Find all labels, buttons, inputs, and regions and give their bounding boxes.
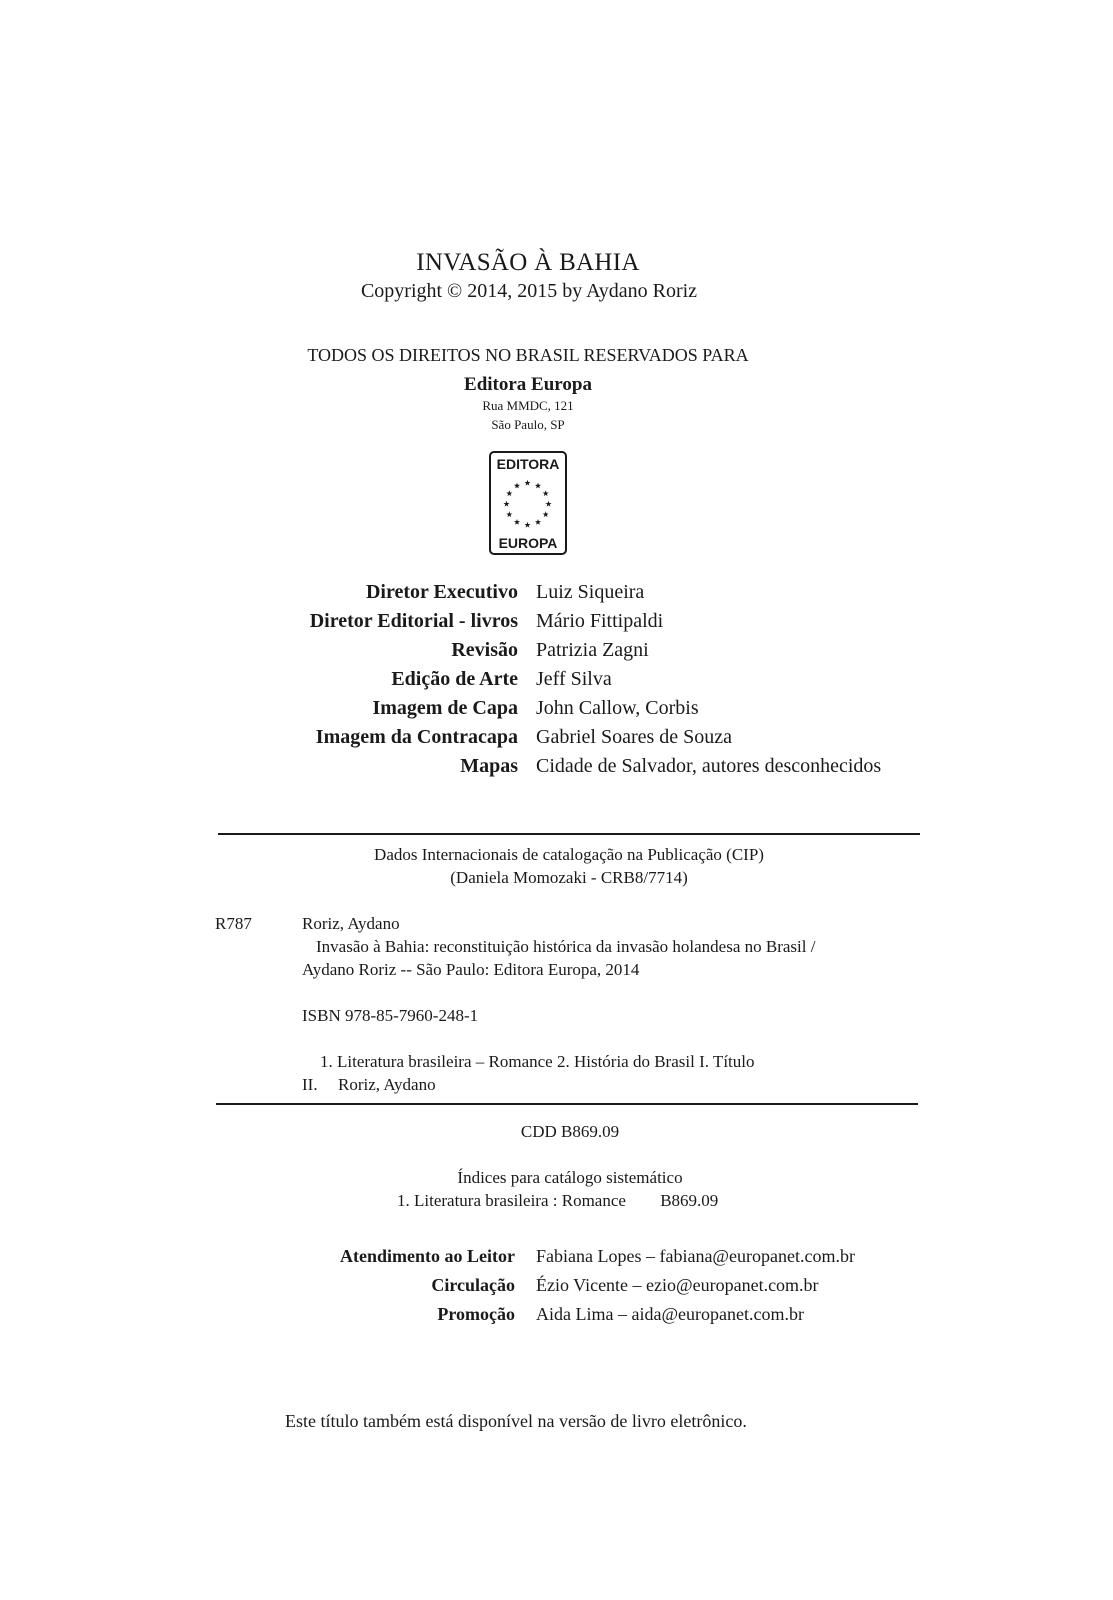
contact-label: Circulação <box>431 1275 515 1295</box>
copyright-line: Copyright © 2014, 2015 by Aydano Roriz <box>360 280 698 302</box>
credit-value: Jeff Silva <box>536 668 612 690</box>
credit-value: Cidade de Salvador, autores desconhecidos <box>536 755 882 777</box>
star-icon <box>524 480 530 486</box>
cdd-code: CDD B869.09 <box>520 1122 620 1141</box>
star-icon <box>545 501 551 507</box>
star-icon <box>524 522 530 528</box>
credit-label: Diretor Executivo <box>365 581 518 603</box>
publisher-name: Editora Europa <box>464 374 592 395</box>
cip-heading: Dados Internacionais de catalogação na Publicação (CIP) <box>374 845 764 864</box>
index-title: Índices para catálogo sistemático <box>457 1168 683 1187</box>
credits-list <box>0 581 1113 784</box>
index-item-label: 1. Literatura brasileira : Romance <box>397 1191 626 1210</box>
credit-value: Luiz Siqueira <box>536 581 645 603</box>
cip-isbn: ISBN 978-85-7960-248-1 <box>302 1006 479 1025</box>
credit-label: Diretor Editorial - livros <box>309 610 518 632</box>
credit-label: Mapas <box>460 755 518 777</box>
publisher-logo <box>489 451 567 555</box>
contact-value: Fabiana Lopes – fabiana@europanet.com.br <box>536 1246 855 1266</box>
credit-value: John Callow, Corbis <box>536 697 699 719</box>
cip-subjects-line2-number: II. <box>302 1075 318 1094</box>
star-icon <box>535 519 541 525</box>
cip-description-line2: Aydano Roriz -- São Paulo: Editora Europa, 2014 <box>302 960 640 979</box>
star-icon <box>543 490 549 496</box>
credit-row <box>0 581 1113 610</box>
credit-label: Imagem da Contracapa <box>315 726 518 748</box>
credit-row <box>0 755 1113 784</box>
star-icon <box>514 519 520 525</box>
star-icon <box>506 511 512 517</box>
contact-value: Aida Lima – aida@europanet.com.br <box>536 1304 804 1324</box>
star-icon <box>503 501 509 507</box>
publisher-address-city: São Paulo, SP <box>491 417 565 432</box>
cip-subjects-line2-text: Roriz, Aydano <box>338 1075 436 1094</box>
rights-notice: TODOS OS DIREITOS NO BRASIL RESERVADOS PARA <box>307 345 749 365</box>
contact-row <box>0 1246 1113 1275</box>
cip-top-rule <box>218 833 920 835</box>
star-icon <box>535 483 541 489</box>
logo-bottom-text: EUROPA <box>498 535 558 551</box>
index-item <box>397 1191 718 1211</box>
circle-of-stars-icon <box>501 474 554 534</box>
credit-value: Patrizia Zagni <box>536 639 649 661</box>
cip-librarian: (Daniela Momozaki - CRB8/7714) <box>450 868 688 887</box>
star-icon <box>514 483 520 489</box>
logo-top-text: EDITORA <box>496 456 560 472</box>
credit-label: Edição de Arte <box>391 668 518 690</box>
credit-value: Mário Fittipaldi <box>536 610 664 632</box>
contact-label: Promoção <box>437 1304 515 1324</box>
cip-call-number: R787 <box>215 914 252 933</box>
contact-label: Atendimento ao Leitor <box>340 1246 515 1266</box>
cip-description-line1: Invasão à Bahia: reconstituição histórica da invasão holandesa no Brasil / <box>316 937 816 956</box>
credit-row <box>0 668 1113 697</box>
index-item-code: B869.09 <box>660 1191 719 1210</box>
book-title: INVASÃO À BAHIA <box>416 249 640 276</box>
contact-row <box>0 1275 1113 1304</box>
star-icon <box>506 490 512 496</box>
credit-row <box>0 726 1113 755</box>
star-icon <box>543 511 549 517</box>
credit-value: Gabriel Soares de Souza <box>536 726 733 748</box>
publisher-address-street: Rua MMDC, 121 <box>482 398 574 413</box>
ebook-notice: Este título também está disponível na versão de livro eletrônico. <box>285 1411 747 1431</box>
cip-bottom-rule <box>216 1103 918 1105</box>
credit-row <box>0 697 1113 726</box>
credit-label: Imagem de Capa <box>372 697 518 719</box>
cip-author: Roriz, Aydano <box>302 914 400 933</box>
cip-subjects-line1: 1. Literatura brasileira – Romance 2. História do Brasil I. Título <box>320 1052 755 1071</box>
credit-row <box>0 610 1113 639</box>
contacts-list <box>0 1246 1113 1333</box>
credit-row <box>0 639 1113 668</box>
contact-value: Ézio Vicente – ezio@europanet.com.br <box>536 1275 819 1295</box>
contact-row <box>0 1304 1113 1333</box>
credit-label: Revisão <box>451 639 518 661</box>
